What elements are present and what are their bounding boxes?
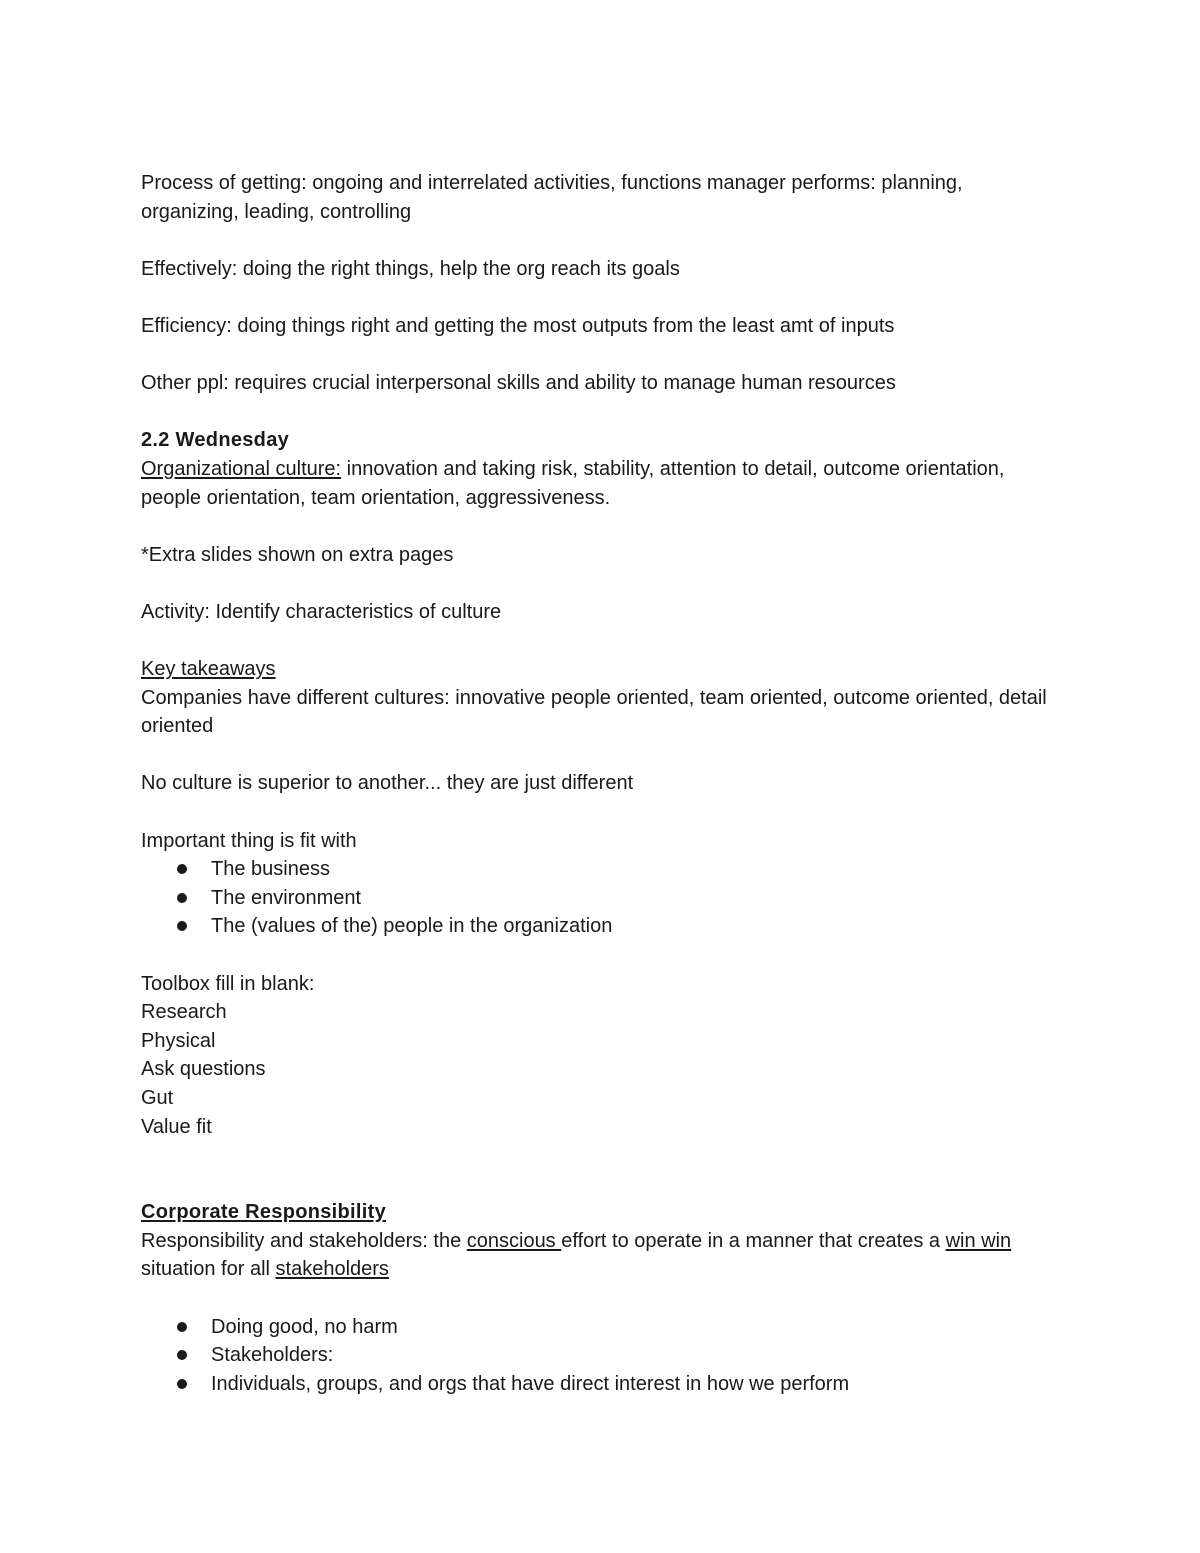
document-page xyxy=(141,169,1061,1398)
extra-slides-note: *Extra slides shown on extra pages xyxy=(141,543,454,566)
spacer xyxy=(141,741,1061,770)
list-item-text: The business xyxy=(211,858,330,881)
bullet-icon xyxy=(177,1322,187,1332)
list-item-text: Individuals, groups, and orgs that have direct interest in how we perform xyxy=(211,1372,850,1395)
other-ppl-paragraph: Other ppl: requires crucial interpersonal skills and ability to manage human resources xyxy=(141,372,896,395)
bullet-icon xyxy=(177,1350,187,1360)
win-win-term: win win xyxy=(945,1229,1012,1252)
efficiency-paragraph: Efficiency: doing things right and getting the most outputs from the least amt of inputs xyxy=(141,314,895,337)
spacer xyxy=(141,1284,1061,1313)
key-takeaways-heading: Key takeaways xyxy=(141,658,276,681)
list-item xyxy=(141,1313,1061,1342)
definition-text: effort to operate in a manner that creates a xyxy=(561,1229,946,1252)
activity-paragraph: Activity: Identify characteristics of culture xyxy=(141,600,502,623)
toolbox-item: Research xyxy=(141,1001,227,1024)
toolbox-item: Ask questions xyxy=(141,1058,266,1081)
spacer xyxy=(141,398,1061,427)
org-culture-text: innovation and taking risk, stability, attention to detail, outcome orientation, people orientation, team orientation, aggressiveness. xyxy=(141,457,1005,509)
bullet-icon xyxy=(177,921,187,931)
process-paragraph: Process of getting: ongoing and interrelated activities, functions manager performs: planning, organizing, leading, controlling xyxy=(141,172,963,223)
spacer xyxy=(141,569,1061,598)
spacer xyxy=(141,941,1061,970)
org-culture-term: Organizational culture: xyxy=(141,457,342,480)
fit-intro: Important thing is fit with xyxy=(141,829,357,852)
corporate-definition xyxy=(141,1227,1061,1284)
spacer xyxy=(141,627,1061,656)
wednesday-heading: 2.2 Wednesday xyxy=(141,429,290,452)
list-item xyxy=(141,912,1061,941)
no-culture-paragraph: No culture is superior to another... they are just different xyxy=(141,772,634,795)
list-item xyxy=(141,884,1061,913)
spacer xyxy=(141,512,1061,541)
list-item-text: The environment xyxy=(211,886,362,909)
spacer xyxy=(141,1141,1061,1198)
org-culture-paragraph xyxy=(141,455,1061,512)
list-item xyxy=(141,1341,1061,1370)
bullet-icon xyxy=(177,864,187,874)
list-item-text: Stakeholders: xyxy=(211,1344,334,1367)
spacer xyxy=(141,798,1061,827)
toolbox-item: Value fit xyxy=(141,1115,212,1138)
list-item xyxy=(141,855,1061,884)
effectively-paragraph: Effectively: doing the right things, help the org reach its goals xyxy=(141,257,680,280)
spacer xyxy=(141,226,1061,255)
definition-text: Responsibility and stakeholders: the xyxy=(141,1229,467,1252)
corporate-heading: Corporate Responsibility xyxy=(141,1201,387,1224)
definition-text: situation for all xyxy=(141,1258,276,1281)
toolbox-heading: Toolbox fill in blank: xyxy=(141,972,315,995)
list-item-text: The (values of the) people in the organization xyxy=(211,915,613,938)
list-item-text: Doing good, no harm xyxy=(211,1315,398,1338)
corporate-list xyxy=(141,1313,1061,1399)
spacer xyxy=(141,341,1061,370)
fit-list xyxy=(141,855,1061,941)
toolbox-item: Physical xyxy=(141,1029,216,1052)
conscious-term: conscious xyxy=(466,1229,562,1252)
spacer xyxy=(141,283,1061,312)
companies-paragraph: Companies have different cultures: innovative people oriented, team oriented, outcome oriented, detail oriented xyxy=(141,686,1047,738)
bullet-icon xyxy=(177,893,187,903)
bullet-icon xyxy=(177,1379,187,1389)
toolbox-item: Gut xyxy=(141,1087,174,1109)
list-item xyxy=(141,1370,1061,1399)
stakeholders-term: stakeholders xyxy=(275,1258,389,1281)
